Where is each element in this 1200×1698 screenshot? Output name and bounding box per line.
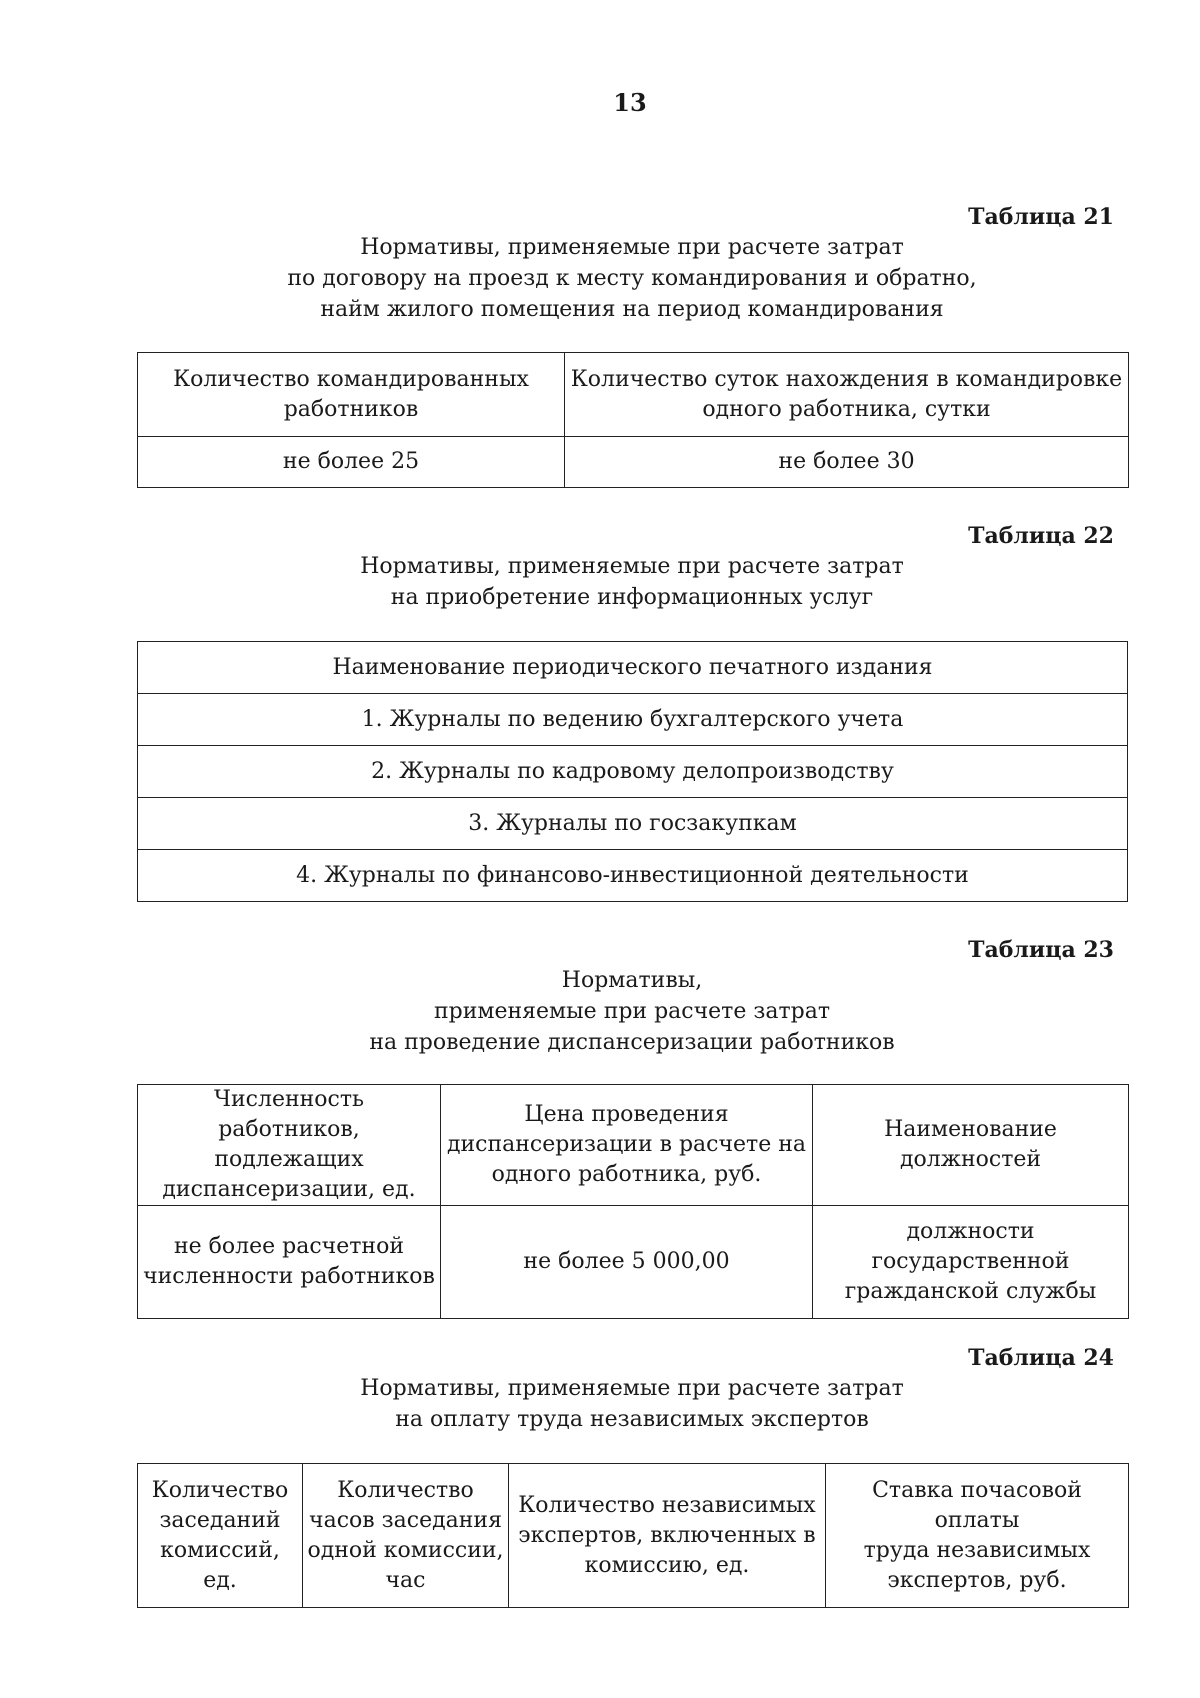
cell-line: диспансеризации в расчете на — [446, 1132, 807, 1157]
caption-line: на приобретение информационных услуг — [390, 585, 874, 610]
cell-line: диспансеризации, ед. — [162, 1177, 416, 1202]
cell-line: должностей — [899, 1147, 1042, 1172]
header-cell — [509, 1464, 826, 1608]
table-23 — [137, 1084, 1129, 1319]
cell-line: одной комиссии, — [307, 1537, 504, 1563]
table-cell — [441, 1206, 813, 1319]
cell-line: не более расчетной — [173, 1234, 404, 1259]
table-21-caption — [137, 232, 1127, 325]
caption-line: Нормативы, применяемые при расчете затрат — [360, 1376, 904, 1401]
table-row — [138, 746, 1128, 798]
table-row — [138, 437, 1129, 488]
cell-line: Количество независимых — [518, 1492, 816, 1518]
table-23-caption — [137, 965, 1127, 1058]
cell-line: заседаний — [159, 1507, 281, 1533]
table-23-label: Таблица 23 — [968, 937, 1114, 963]
header-cell — [138, 1085, 441, 1206]
table-row — [138, 1206, 1129, 1319]
caption-line: Нормативы, — [561, 968, 703, 993]
caption-line: Нормативы, применяемые при расчете затрат — [360, 554, 904, 579]
caption-line: на оплату труда независимых экспертов — [395, 1407, 869, 1432]
cell-line: комиссий, — [160, 1537, 280, 1563]
cell-line: подлежащих — [214, 1147, 364, 1172]
cell-line: Количество суток нахождения в командировке — [570, 366, 1123, 392]
cell-line: ед. — [203, 1567, 237, 1593]
cell-line: не более 5 000,00 — [523, 1249, 730, 1274]
header-cell: Наименование периодического печатного издания — [138, 642, 1128, 694]
cell-line: экспертов, руб. — [887, 1567, 1067, 1593]
table-22-caption — [137, 551, 1127, 613]
table-21 — [137, 352, 1129, 488]
header-cell — [138, 1464, 303, 1608]
cell-line: труда независимых — [863, 1537, 1091, 1563]
table-24-label: Таблица 24 — [968, 1345, 1114, 1371]
caption-line: найм жилого помещения на период командирования — [320, 297, 944, 322]
cell-line: одного работника, руб. — [491, 1162, 762, 1187]
table-cell: не более 30 — [565, 437, 1129, 488]
cell-line: работников — [283, 396, 419, 422]
page-number: 13 — [613, 88, 647, 117]
cell-line: одного работника, сутки — [702, 396, 991, 422]
cell-line: гражданской службы — [844, 1279, 1097, 1304]
cell-line: должности — [906, 1219, 1035, 1244]
table-cell: не более 25 — [138, 437, 565, 488]
header-cell — [565, 353, 1129, 437]
cell-line: численности работников — [143, 1264, 435, 1289]
cell-line: Количество — [337, 1477, 474, 1503]
table-22-label: Таблица 22 — [968, 523, 1114, 549]
cell-line: Наименование — [884, 1117, 1057, 1142]
cell-line: экспертов, включенных в — [518, 1522, 816, 1548]
table-cell: 3. Журналы по госзакупкам — [138, 798, 1128, 850]
header-cell — [303, 1464, 509, 1608]
caption-line: Нормативы, применяемые при расчете затрат — [360, 235, 904, 260]
cell-line: Количество командированных — [173, 366, 529, 392]
header-cell — [138, 353, 565, 437]
cell-line: комиссию, ед. — [584, 1552, 750, 1578]
cell-line: Количество — [151, 1477, 289, 1503]
table-cell: 4. Журналы по финансово-инвестиционной деятельности — [138, 850, 1128, 902]
table-cell: 1. Журналы по ведению бухгалтерского учета — [138, 694, 1128, 746]
table-header-row — [138, 642, 1128, 694]
cell-line: государственной — [871, 1249, 1070, 1274]
cell-line: Ставка почасовой оплаты — [872, 1477, 1082, 1533]
header-cell — [441, 1085, 813, 1206]
table-header-row — [138, 1085, 1129, 1206]
table-row — [138, 694, 1128, 746]
header-cell — [826, 1464, 1129, 1608]
table-cell — [138, 1206, 441, 1319]
table-21-label: Таблица 21 — [968, 204, 1114, 230]
table-24 — [137, 1463, 1129, 1608]
table-22 — [137, 641, 1128, 902]
cell-line: Цена проведения — [524, 1102, 729, 1127]
header-cell — [813, 1085, 1129, 1206]
table-24-caption — [137, 1373, 1127, 1435]
cell-line: час — [385, 1567, 426, 1593]
cell-line: Численность работников, — [213, 1087, 365, 1142]
table-row — [138, 798, 1128, 850]
cell-line: часов заседания — [309, 1507, 502, 1533]
table-cell: 2. Журналы по кадровому делопроизводству — [138, 746, 1128, 798]
table-row — [138, 850, 1128, 902]
caption-line: на проведение диспансеризации работников — [369, 1030, 895, 1055]
table-cell — [813, 1206, 1129, 1319]
caption-line: применяемые при расчете затрат — [433, 999, 831, 1024]
table-header-row — [138, 353, 1129, 437]
table-header-row — [138, 1464, 1129, 1608]
caption-line: по договору на проезд к месту командирования и обратно, — [287, 266, 977, 291]
